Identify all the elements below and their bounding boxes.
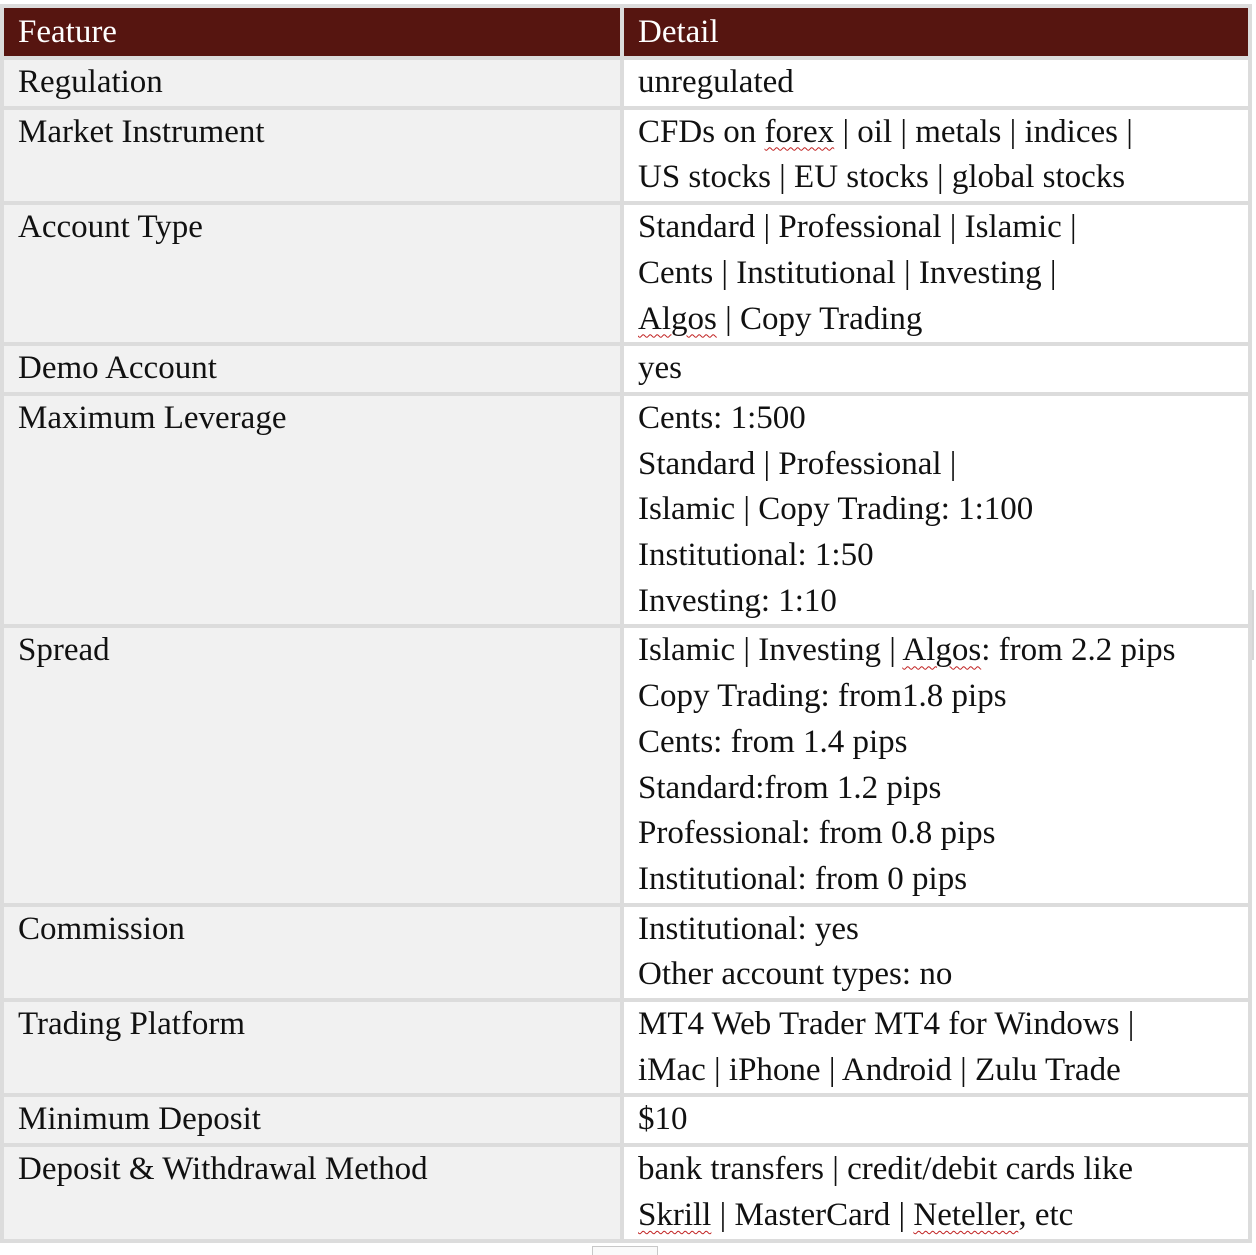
header-row xyxy=(2,6,1250,58)
detail-line: Algos | Copy Trading xyxy=(638,300,923,337)
table-row-demo-account xyxy=(2,344,1250,394)
feature-cell: Market Instrument xyxy=(2,108,622,203)
spellcheck-flagged-word: Algos xyxy=(902,632,982,669)
feature-cell: Minimum Deposit xyxy=(2,1095,622,1145)
detail-line: Cents: 1:500 xyxy=(638,399,806,436)
detail-line: Professional: from 0.8 pips xyxy=(638,815,996,852)
table-row-regulation xyxy=(2,58,1250,108)
detail-column-header: Detail xyxy=(622,6,1250,58)
table-row-minimum-deposit xyxy=(2,1095,1250,1145)
detail-line: Cents | Institutional | Investing | xyxy=(638,254,1057,291)
feature-cell: Deposit & Withdrawal Method xyxy=(2,1145,622,1240)
feature-cell: Trading Platform xyxy=(2,1000,622,1095)
detail-line: Standard:from 1.2 pips xyxy=(638,769,942,806)
feature-cell: Spread xyxy=(2,626,622,904)
spellcheck-flagged-word: Algos xyxy=(638,300,717,337)
detail-line: Copy Trading: from1.8 pips xyxy=(638,678,1007,715)
table-row-deposit-withdrawal-method xyxy=(2,1145,1250,1240)
detail-line: CFDs on forex | oil | metals | indices | xyxy=(638,113,1133,150)
detail-cell xyxy=(622,203,1250,344)
spellcheck-flagged-word: forex xyxy=(764,113,835,150)
detail-line: bank transfers | credit/debit cards like xyxy=(638,1151,1133,1188)
feature-cell: Commission xyxy=(2,905,622,1000)
detail-line: Investing: 1:10 xyxy=(638,582,837,619)
feature-column-header: Feature xyxy=(2,6,622,58)
detail-cell xyxy=(622,1095,1250,1145)
detail-cell xyxy=(622,905,1250,1000)
feature-cell: Account Type xyxy=(2,203,622,344)
table-row-spread xyxy=(2,626,1250,904)
detail-line: unregulated xyxy=(638,64,794,100)
detail-cell xyxy=(622,344,1250,394)
table-edge-marker xyxy=(1252,590,1254,660)
table-row-market-instrument xyxy=(2,108,1250,203)
detail-line: $10 xyxy=(638,1101,688,1138)
spellcheck-flagged-word: Skrill xyxy=(638,1196,712,1233)
table-row-trading-platform xyxy=(2,1000,1250,1095)
detail-line: Skrill | MasterCard | Neteller, etc xyxy=(638,1196,1074,1233)
table-row-commission xyxy=(2,905,1250,1000)
detail-line: Cents: from 1.4 pips xyxy=(638,723,908,760)
detail-cell xyxy=(622,1145,1250,1240)
detail-line: Institutional: yes xyxy=(638,910,859,947)
detail-line: Institutional: from 0 pips xyxy=(638,860,968,897)
detail-cell xyxy=(622,394,1250,627)
spellcheck-flagged-word: Neteller xyxy=(913,1196,1019,1233)
detail-line: yes xyxy=(638,350,682,387)
detail-line: US stocks | EU stocks | global stocks xyxy=(638,159,1126,196)
feature-cell: Maximum Leverage xyxy=(2,394,622,627)
detail-line: Standard | Professional | xyxy=(638,445,957,482)
table-row-account-type xyxy=(2,203,1250,344)
detail-line: Other account types: no xyxy=(638,956,953,993)
detail-cell xyxy=(622,58,1250,108)
broker-features-table xyxy=(0,4,1252,1243)
detail-line: iMac | iPhone | Android | Zulu Trade xyxy=(638,1051,1121,1088)
detail-cell xyxy=(622,108,1250,203)
detail-line: Islamic | Copy Trading: 1:100 xyxy=(638,491,1034,528)
detail-cell xyxy=(622,1000,1250,1095)
feature-cell: Regulation xyxy=(2,58,622,108)
feature-cell: Demo Account xyxy=(2,344,622,394)
detail-line: Institutional: 1:50 xyxy=(638,537,874,574)
table-row-maximum-leverage xyxy=(2,394,1250,627)
detail-line: Standard | Professional | Islamic | xyxy=(638,209,1077,246)
detail-line: Islamic | Investing | Algos: from 2.2 pips xyxy=(638,632,1176,669)
detail-cell xyxy=(622,626,1250,904)
detail-line: MT4 Web Trader MT4 for Windows | xyxy=(638,1006,1135,1043)
